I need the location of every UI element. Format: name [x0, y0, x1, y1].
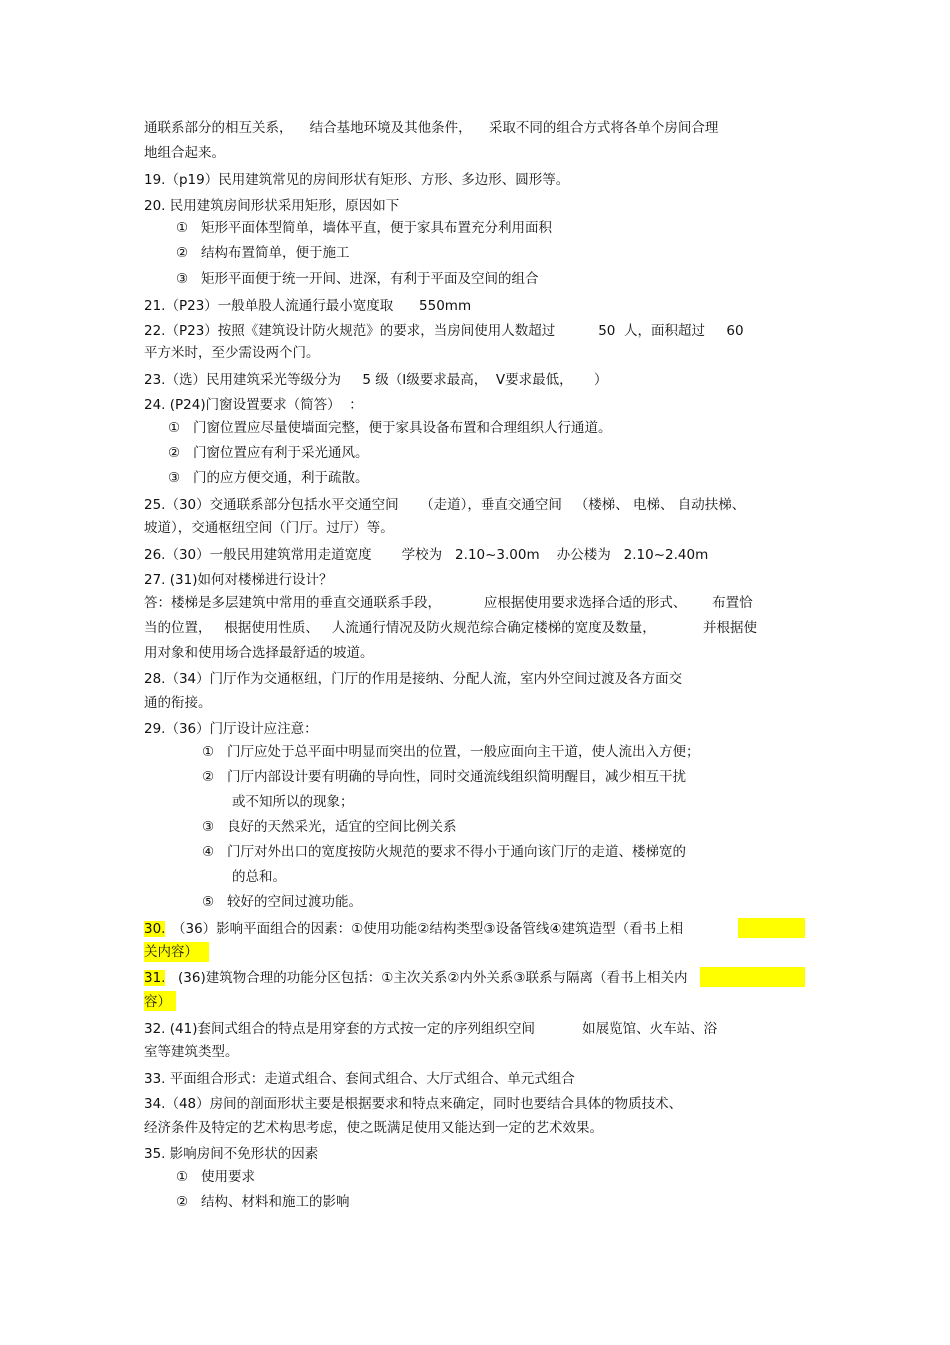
item-24: 24. (P24)门窗设置要求（简答） ：	[144, 397, 363, 413]
list-item: ① 门窗位置应尽量使墙面完整，便于家具设备布置和合理组织人行通道。	[168, 420, 612, 436]
text-line: 室等建筑类型。	[144, 1044, 239, 1060]
item-35: 35. 影响房间不免形状的因素	[144, 1146, 319, 1162]
item-30: （36）影响平面组合的因素：①使用功能②结构类型③设备管线④建筑造型（看书上相	[172, 921, 684, 937]
item-33: 33. 平面组合形式：走道式组合、套间式组合、大厅式组合、单元式组合	[144, 1071, 575, 1087]
text-line: 的总和。	[232, 869, 286, 885]
item-26: 26.（30）一般民用建筑常用走道宽度 学校为 2.10~3.00m 办公楼为 2.10~2.40m	[144, 547, 709, 563]
item-23: 23.（选）民用建筑采光等级分为 5 级（Ⅰ级要求最高， Ⅴ要求最低， ）	[144, 372, 608, 388]
text-line: 或不知所以的现象；	[232, 794, 354, 810]
list-item: ① 矩形平面体型简单，墙体平直，便于家具布置充分利用面积	[176, 220, 552, 236]
item-31-number	[144, 969, 165, 987]
text-line: 通联系部分的相互关系， 结合基地环境及其他条件， 采取不同的组合方式将各单个房间合理	[144, 120, 719, 136]
item-30-number	[144, 920, 165, 938]
answer-line: 答：楼梯是多层建筑中常用的垂直交通联系手段， 应根据使用要求选择合适的形式、 布置恰	[144, 595, 753, 611]
text-line: 容）	[144, 994, 171, 1010]
answer-line: 当的位置， 根据使用性质、 人流通行情况及防火规范综合确定楼梯的宽度及数量， 并根据使	[144, 620, 757, 636]
item-25: 25.（30）交通联系部分包括水平交通空间 （走道），垂直交通空间 （楼梯、 电梯、 自动扶梯、	[144, 497, 746, 513]
item-20: 20. 民用建筑房间形状采用矩形，原因如下	[144, 198, 400, 214]
text-line: 平方米时，至少需设两个门。	[144, 345, 320, 361]
list-item: ③ 门的应方便交通，利于疏散。	[168, 470, 369, 486]
text-line: 坡道），交通枢纽空间（门厅。过厅）等。	[144, 520, 394, 536]
list-item: ⑤ 较好的空间过渡功能。	[202, 894, 362, 910]
answer-line: 用对象和使用场合选择最舒适的坡道。	[144, 645, 374, 661]
item-31: (36)建筑物合理的功能分区包括：①主次关系②内外关系③联系与隔离（看书上相关内	[178, 970, 688, 986]
text-line: 通的衔接。	[144, 695, 212, 711]
list-item: ② 结构、材料和施工的影响	[176, 1194, 350, 1210]
list-item: ② 门厅内部设计要有明确的导向性，同时交通流线组织简明醒目，减少相互干扰	[202, 769, 686, 785]
list-item: ① 使用要求	[176, 1169, 255, 1185]
item-21: 21.（P23）一般单股人流通行最小宽度取 550mm	[144, 298, 472, 314]
list-item: ② 门窗位置应有利于采光通风。	[168, 445, 369, 461]
item-31-number-text: 31.	[144, 970, 166, 986]
highlight-30-tail	[738, 918, 805, 938]
text-line: 经济条件及特定的艺术构思考虑，使之既满足使用又能达到一定的艺术效果。	[144, 1120, 603, 1136]
item-22: 22.（P23）按照《建筑设计防火规范》的要求，当房间使用人数超过 50 人，面积超过 60	[144, 323, 744, 339]
item-32: 32. (41)套间式组合的特点是用穿套的方式按一定的序列组织空间 如展览馆、火车站、浴	[144, 1021, 718, 1037]
text-line: 地组合起来。	[144, 145, 225, 161]
list-item: ③ 矩形平面便于统一开间、进深，有利于平面及空间的组合	[176, 271, 539, 287]
list-item: ④ 门厅对外出口的宽度按防火规范的要求不得小于通向该门厅的走道、楼梯宽的	[202, 844, 686, 860]
list-item: ③ 良好的天然采光，适宜的空间比例关系	[202, 819, 457, 835]
text-line: 关内容）	[144, 944, 198, 960]
item-28: 28.（34）门厅作为交通枢纽，门厅的作用是接纳、分配人流，室内外空间过渡及各方面交	[144, 671, 683, 687]
item-19: 19.（p19）民用建筑常见的房间形状有矩形、方形、多边形、圆形等。	[144, 172, 570, 188]
item-34: 34.（48）房间的剖面形状主要是根据要求和特点来确定，同时也要结合具体的物质技术、	[144, 1096, 683, 1112]
highlight-31-tail	[700, 967, 805, 987]
item-29: 29.（36）门厅设计应注意：	[144, 721, 318, 737]
item-30-number-text: 30.	[144, 921, 166, 937]
list-item: ② 结构布置简单，便于施工	[176, 245, 350, 261]
item-27: 27. (31)如何对楼梯进行设计？	[144, 572, 333, 588]
list-item: ① 门厅应处于总平面中明显而突出的位置，一般应面向主干道，使人流出入方便；	[202, 744, 700, 760]
